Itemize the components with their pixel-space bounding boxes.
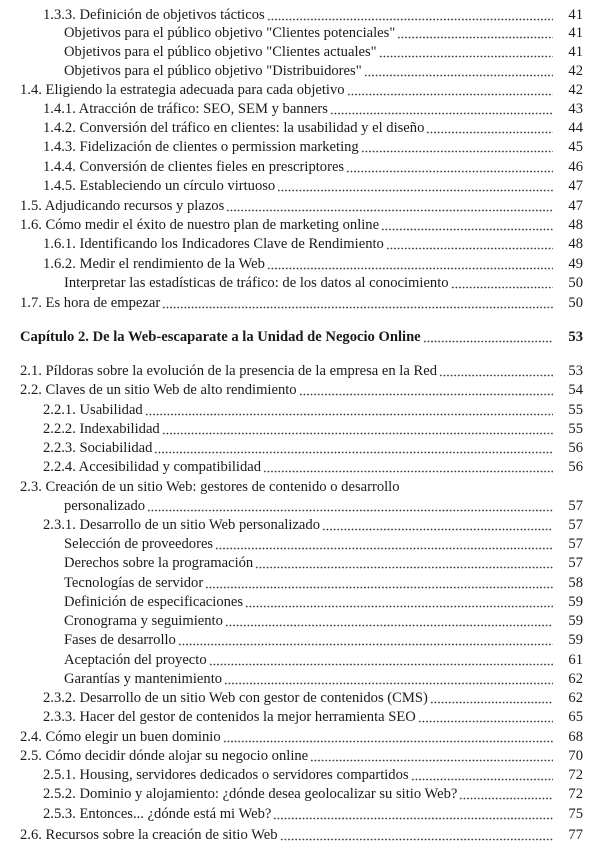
toc-entry (0, 438, 600, 457)
dot-leader (147, 500, 553, 512)
dot-leader (386, 238, 553, 250)
toc-entry (0, 361, 600, 380)
toc-page-number: 58 (568, 575, 583, 591)
toc-entry-title: Capítulo 2. De la Web-escaparate a la Unidad de Negocio Online (20, 329, 421, 345)
toc-entry-title: personalizado (64, 498, 146, 514)
toc-entry (0, 457, 600, 476)
toc-entry-title: 1.6.1. Identificando los Indicadores Clave de Rendimiento (43, 236, 384, 252)
toc-entry (0, 825, 600, 844)
toc-entry (0, 42, 600, 61)
toc-entry-title: 2.4. Cómo elegir un buen dominio (20, 729, 221, 745)
toc-page-number: 41 (568, 25, 583, 41)
toc-entry-title: 1.4.1. Atracción de tráfico: SEO, SEM y banners (43, 101, 328, 117)
dot-leader (255, 557, 553, 569)
toc-entry-title: 2.5.3. Entonces... ¿dónde está mi Web? (43, 806, 272, 822)
toc-entry (0, 254, 600, 273)
toc-entry (0, 592, 600, 611)
dot-leader (426, 122, 553, 134)
dot-leader (225, 615, 553, 627)
toc-page-number: 55 (568, 402, 583, 418)
dot-leader (310, 750, 553, 762)
dot-leader (439, 365, 553, 377)
toc-entry-title: Definición de especificaciones (64, 594, 244, 610)
toc-page-number: 53 (568, 329, 583, 345)
toc-entry-title: Tecnologías de servidor (64, 575, 204, 591)
toc-entry (0, 746, 600, 765)
toc-entry-title: 2.5.2. Dominio y alojamiento: ¿dónde desea geolocalizar su sitio Web? (43, 786, 458, 802)
toc-entry-title: Objetivos para el público objetivo "Distribuidores" (64, 63, 362, 79)
toc-entry-title: Derechos sobre la programación (64, 555, 254, 571)
toc-entry-title: 2.2.2. Indexabilidad (43, 421, 160, 437)
dot-leader (178, 634, 553, 646)
dot-leader (299, 384, 553, 396)
toc-entry (0, 80, 600, 99)
toc-entry-title: 1.4.2. Conversión del tráfico en clientes: la usabilidad y el diseño (43, 120, 425, 136)
toc-entry-title: Cronograma y seguimiento (64, 613, 223, 629)
dot-leader (322, 519, 553, 531)
toc-entry (0, 196, 600, 215)
dot-leader (411, 769, 553, 781)
toc-page-number: 56 (568, 459, 583, 475)
toc-page-number: 46 (568, 159, 583, 175)
toc-entry (0, 400, 600, 419)
dot-leader (277, 180, 553, 192)
dot-leader (224, 673, 553, 685)
toc-entry-title: 2.2. Claves de un sitio Web de alto rendimiento (20, 382, 297, 398)
toc-page-number: 42 (568, 82, 583, 98)
toc-entry (0, 273, 600, 292)
toc-entry-title: 2.2.3. Sociabilidad (43, 440, 153, 456)
dot-leader (263, 461, 553, 473)
toc-entry-title: 2.3.1. Desarrollo de un sitio Web personalizado (43, 517, 320, 533)
toc-entry-title: 2.3.3. Hacer del gestor de contenidos la mejor herramienta SEO (43, 709, 416, 725)
toc-page-number: 55 (568, 421, 583, 437)
toc-entry-title: 1.5. Adjudicando recursos y plazos (20, 198, 225, 214)
toc-entry (0, 669, 600, 688)
toc-entry (0, 419, 600, 438)
toc-page-number: 54 (568, 382, 583, 398)
toc-page-number: 75 (568, 806, 583, 822)
toc-entry-title: 2.2.4. Accesibilidad y compatibilidad (43, 459, 262, 475)
dot-leader (346, 161, 553, 173)
dot-leader (273, 808, 553, 820)
dot-leader (364, 65, 553, 77)
toc-page-number: 42 (568, 63, 583, 79)
toc-page-number: 41 (568, 7, 583, 23)
toc-page-number: 45 (568, 139, 583, 155)
toc-page-number: 56 (568, 440, 583, 456)
toc-page-number: 57 (568, 555, 583, 571)
dot-leader (418, 711, 553, 723)
toc-entry-title: 1.3.3. Definición de objetivos tácticos (43, 7, 265, 23)
toc-entry (0, 534, 600, 553)
toc-page-number: 50 (568, 295, 583, 311)
dot-leader (381, 219, 553, 231)
toc-page-number: 48 (568, 236, 583, 252)
toc-entry (0, 477, 600, 496)
toc-page-number: 49 (568, 256, 583, 272)
toc-page-number: 57 (568, 498, 583, 514)
dot-leader (459, 788, 553, 800)
toc-page-number: 47 (568, 198, 583, 214)
dot-leader (280, 829, 553, 841)
toc-page-number: 59 (568, 613, 583, 629)
toc-entry (0, 707, 600, 726)
toc-entry (0, 293, 600, 312)
toc-entry-title: 2.5. Cómo decidir dónde alojar su negocio online (20, 748, 309, 764)
toc-page-number: 47 (568, 178, 583, 194)
dot-leader (215, 538, 553, 550)
toc-entry-title: 1.4.4. Conversión de clientes fieles en prescriptores (43, 159, 345, 175)
toc-entry-title: Objetivos para el público objetivo "Clientes actuales" (64, 44, 377, 60)
toc-page-number: 43 (568, 101, 583, 117)
dot-leader (330, 103, 553, 115)
toc-entry-title: 1.7. Es hora de empezar (20, 295, 161, 311)
toc-entry (0, 215, 600, 234)
toc-entry (0, 61, 600, 80)
toc-entry (0, 118, 600, 137)
toc-entry-title: 2.5.1. Housing, servidores dedicados o servidores compartidos (43, 767, 409, 783)
toc-entry-title: 1.6. Cómo medir el éxito de nuestro plan de marketing online (20, 217, 380, 233)
toc-page-number: 57 (568, 517, 583, 533)
toc-entry (0, 137, 600, 156)
toc-page-number: 59 (568, 594, 583, 610)
toc-page-number: 62 (568, 671, 583, 687)
toc-entry (0, 611, 600, 630)
toc-entry-title: Objetivos para el público objetivo "Clientes potenciales" (64, 25, 396, 41)
toc-entry (0, 727, 600, 746)
toc-page-number: 70 (568, 748, 583, 764)
toc-entry (0, 157, 600, 176)
toc-page-number: 62 (568, 690, 583, 706)
dot-leader (205, 577, 553, 589)
toc-page-number: 72 (568, 786, 583, 802)
toc-entry-title: 1.4. Eligiendo la estrategia adecuada para cada objetivo (20, 82, 345, 98)
dot-leader (379, 46, 553, 58)
toc-entry (0, 630, 600, 649)
dot-leader (145, 404, 553, 416)
dot-leader (451, 277, 553, 289)
toc-entry-title: 1.6.2. Medir el rendimiento de la Web (43, 256, 265, 272)
dot-leader (226, 200, 553, 212)
toc-entry-title: 2.1. Píldoras sobre la evolución de la presencia de la empresa en la Red (20, 363, 437, 379)
toc-entry-title: Garantías y mantenimiento (64, 671, 223, 687)
toc-entry-title: 2.2.1. Usabilidad (43, 402, 143, 418)
dot-leader (162, 423, 553, 435)
toc-page-number: 65 (568, 709, 583, 725)
toc-page-number: 53 (568, 363, 583, 379)
toc-page-number: 77 (568, 827, 583, 843)
toc-entry (0, 553, 600, 572)
toc-entry-title: Aceptación del proyecto (64, 652, 207, 668)
toc-page-number: 72 (568, 767, 583, 783)
dot-leader (245, 596, 553, 608)
toc-entry (0, 176, 600, 195)
toc-entry (0, 380, 600, 399)
toc-entry (0, 23, 600, 42)
toc-entry-title: 2.3.2. Desarrollo de un sitio Web con gestor de contenidos (CMS) (43, 690, 428, 706)
toc-page-number: 41 (568, 44, 583, 60)
toc-page-number: 57 (568, 536, 583, 552)
toc-entry (0, 5, 600, 24)
dot-leader (423, 331, 553, 343)
toc-entry (0, 234, 600, 253)
toc-entry-title: 2.6. Recursos sobre la creación de sitio Web (20, 827, 278, 843)
dot-leader (267, 258, 553, 270)
toc-entry-title: 2.3. Creación de un sitio Web: gestores de contenido o desarrollo (20, 479, 400, 495)
toc-chapter-entry (0, 327, 600, 346)
dot-leader (347, 84, 553, 96)
toc-entry (0, 784, 600, 803)
toc-entry (0, 496, 600, 515)
toc-page-number: 50 (568, 275, 583, 291)
toc-page-number: 68 (568, 729, 583, 745)
toc-entry (0, 688, 600, 707)
dot-leader (154, 442, 553, 454)
toc-entry (0, 515, 600, 534)
toc-entry (0, 804, 600, 823)
toc-page-number: 61 (568, 652, 583, 668)
toc-entry-title: 1.4.3. Fidelización de clientes o permission marketing (43, 139, 359, 155)
dot-leader (162, 297, 553, 309)
toc-entry-title: 1.4.5. Estableciendo un círculo virtuoso (43, 178, 276, 194)
toc-page-number: 48 (568, 217, 583, 233)
dot-leader (209, 654, 553, 666)
dot-leader (397, 27, 553, 39)
toc-entry-title: Fases de desarrollo (64, 632, 176, 648)
dot-leader (223, 731, 553, 743)
dot-leader (267, 9, 553, 21)
dot-leader (361, 141, 553, 153)
toc-entry-title: Interpretar las estadísticas de tráfico: de los datos al conocimiento (64, 275, 449, 291)
toc-entry (0, 573, 600, 592)
toc-entry-title: Selección de proveedores (64, 536, 214, 552)
toc-entry (0, 650, 600, 669)
toc-entry (0, 765, 600, 784)
toc-page-number: 44 (568, 120, 583, 136)
dot-leader (430, 692, 553, 704)
toc-page-number: 59 (568, 632, 583, 648)
toc-entry (0, 99, 600, 118)
